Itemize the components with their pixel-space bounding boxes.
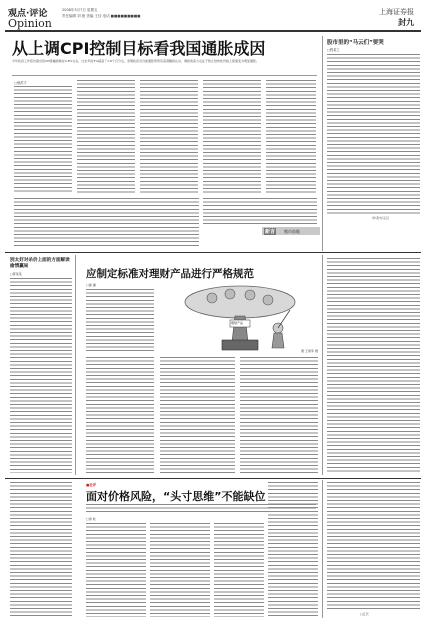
section-rule-1 [5,252,421,253]
top-article-col-1 [14,86,72,194]
top-article-col-4 [203,80,261,194]
bottom-right-divider [322,480,323,618]
bottom-article-kicker: ■社评 [86,483,96,487]
left-column-body [10,278,72,473]
mid-right-col [327,258,420,473]
top-article-col-5 [266,80,316,194]
sidebar-top-author: □程希之 [327,48,340,52]
bottom-article-author: □徐 欧 [86,517,96,521]
column-label: 熊市前瞻 [284,228,300,234]
money-tree-icon [160,282,320,354]
mid-article-headline: 应制定标准对理财产品进行严格规范 [86,268,254,280]
column-logo: 新言 [265,229,276,235]
sidebar-top-signature: （作者为马云） [370,216,392,220]
top-article-col-2 [77,80,135,194]
bottom-article-col-5 [268,482,318,617]
headline-underline [12,75,317,76]
left-col-divider [75,255,76,475]
top-right-extra-col [203,198,317,224]
editor-line: 责任编辑 刘 艳 美编 王佳 电话 ■■■■■■■■■ [62,14,141,18]
bottom-article-headline: 面对价格风险，“头寸思维”不能缺位 [86,490,266,503]
top-article-author: □徐洪才 [14,81,27,85]
cartoon-illustration [160,282,320,354]
page-label: 封九 [398,18,414,27]
top-left-extra-col [14,198,199,248]
sidebar-top-body [327,54,420,214]
section-name-en: Opinion [8,17,52,30]
top-article-col-3 [140,80,198,194]
sidebar-top-title: 股市里的“马云们”要哭 [327,40,384,46]
mid-article-col-1 [86,289,154,351]
bottom-article-col-3 [150,523,210,617]
mid-article-author: □晏 澜 [86,283,96,287]
mid-article-col-3 [160,357,235,475]
bottom-right-author: □江长 [360,612,369,616]
bottom-article-col-1 [10,482,72,617]
masthead-rule [5,30,421,32]
dateline: 2008年3月7日 星期五 [62,8,98,12]
cartoon-sign: 理财产品 [231,321,244,325]
top-article-lede: 今年政府工作报告提出将CPI涨幅控制在4.8%左右，比去年的3%提高了1.8个百分点，表明政府对当前通胀形势有着清醒的认识，调控的着力点在于防止结构性价格上涨演变为明显通胀。 [12,59,259,63]
bottom-article-col-4 [214,523,264,617]
mid-article-col-4 [240,357,318,475]
masthead [0,0,426,30]
photo-credit: 图 王建军 题 [301,349,318,353]
left-column-author: □陈某某 [10,272,22,276]
bottom-article-col-2 [86,523,146,617]
column-strip [262,227,320,235]
left-column-title: 别太好对杀价上面的方面解读偷情赢局 [10,258,70,269]
top-article-headline: 从上调CPI控制目标看我国通胀成因 [12,39,266,58]
sidebar-divider [322,36,323,251]
bottom-right-col [327,482,420,610]
paper-name: 上海证券报 [379,8,414,16]
mid-article-col-2 [86,357,154,475]
mid-right-divider [322,255,323,475]
section-name-cn: 观点·评论 [8,9,48,19]
section-rule-2 [5,478,421,479]
